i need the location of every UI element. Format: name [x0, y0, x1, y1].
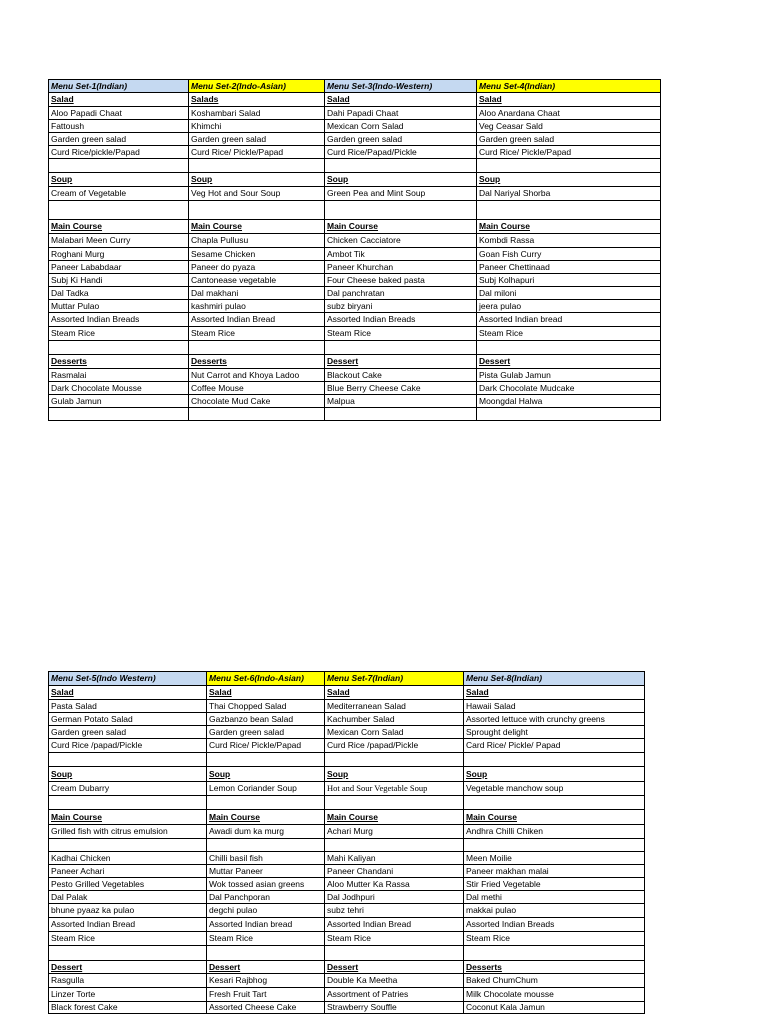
menu-item: Subj Ki Handi	[49, 274, 189, 287]
menu-item: Linzer Torte	[49, 988, 207, 1002]
menu-item-row	[49, 300, 661, 313]
empty-cell	[189, 341, 325, 355]
menu-item-row	[49, 382, 661, 395]
menu-item: Garden green salad	[477, 133, 661, 146]
menu-item: Assorted Indian Breads	[49, 313, 189, 327]
section-title: Soup	[49, 767, 207, 782]
empty-cell	[325, 753, 464, 767]
menu-item: Garden green salad	[49, 133, 189, 146]
menu-item-row	[49, 988, 645, 1002]
section-title: Salad	[325, 93, 477, 107]
menu-item: Kombdi Rassa	[477, 234, 661, 248]
menu-item: Four Cheese baked pasta	[325, 274, 477, 287]
menu-item: Garden green salad	[325, 133, 477, 146]
section-row	[49, 355, 661, 369]
menu-item: Cream Dubarry	[49, 782, 207, 796]
menu-item-row	[49, 133, 661, 146]
section-row	[49, 220, 661, 234]
menu-item-row	[49, 878, 645, 891]
blank-row	[49, 408, 661, 421]
section-title: Salads	[189, 93, 325, 107]
menu-item-row	[49, 700, 645, 713]
menu-item-row	[49, 120, 661, 133]
menu-set-header: Menu Set-2(Indo-Asian)	[189, 80, 325, 93]
section-title: Main Course	[477, 220, 661, 234]
section-title: Salad	[49, 93, 189, 107]
menu-item: Andhra Chilli Chiken	[464, 825, 645, 839]
menu-item: Baked ChumChum	[464, 974, 645, 988]
menu-item: Subj Kolhapuri	[477, 274, 661, 287]
section-title: Soup	[325, 767, 464, 782]
empty-cell	[207, 753, 325, 767]
menu-item: Fattoush	[49, 120, 189, 133]
empty-cell	[49, 753, 207, 767]
menu-item: Pasta Salad	[49, 700, 207, 713]
menu-item: Kesari Rajbhog	[207, 974, 325, 988]
menu-item: bhune pyaaz ka pulao	[49, 904, 207, 918]
blank-row	[49, 946, 645, 961]
menu-item: Paneer Khurchan	[325, 261, 477, 274]
menu-item-row	[49, 904, 645, 918]
menu-item: Rasgulla	[49, 974, 207, 988]
empty-cell	[464, 796, 645, 810]
menu-item: Dal Jodhpuri	[325, 891, 464, 904]
empty-cell	[464, 753, 645, 767]
menu-item-row	[49, 782, 645, 796]
empty-cell	[325, 341, 477, 355]
menu-item: Veg Hot and Sour Soup	[189, 187, 325, 201]
menu-item: Kadhai Chicken	[49, 852, 207, 865]
section-title: Dessert	[207, 961, 325, 974]
menu-item: Wok tossed asian greens	[207, 878, 325, 891]
menu-item: kashmiri pulao	[189, 300, 325, 313]
section-title: Salad	[325, 686, 464, 700]
empty-cell	[477, 408, 661, 421]
menu-item: Muttar Pulao	[49, 300, 189, 313]
menu-item: Nut Carrot and Khoya Ladoo	[189, 369, 325, 382]
menu-item: Dark Chocolate Mousse	[49, 382, 189, 395]
menu-item: jeera pulao	[477, 300, 661, 313]
section-row	[49, 173, 661, 187]
menu-set-header: Menu Set-6(Indo-Asian)	[207, 672, 325, 686]
menu-item: Steam Rice	[325, 327, 477, 341]
menu-item: Paneer do pyaza	[189, 261, 325, 274]
menu-item: Curd Rice/Papad/Pickle	[325, 146, 477, 159]
menu-item-row	[49, 107, 661, 120]
section-title: Dessert	[325, 961, 464, 974]
menu-item: Garden green salad	[189, 133, 325, 146]
menu-item: Coconut Kala Jamun	[464, 1002, 645, 1014]
menu-item-row	[49, 234, 661, 248]
menu-item: Steam Rice	[49, 327, 189, 341]
empty-cell	[325, 796, 464, 810]
section-row	[49, 961, 645, 974]
empty-cell	[49, 839, 207, 852]
menu-item: Pista Gulab Jamun	[477, 369, 661, 382]
menu-item: Gulab Jamun	[49, 395, 189, 408]
menu-item: Dal Tadka	[49, 287, 189, 300]
menu-item-row	[49, 891, 645, 904]
menu-item: Paneer makhan malai	[464, 865, 645, 878]
menu-item: Dal Nariyal Shorba	[477, 187, 661, 201]
menu-item: Steam Rice	[207, 932, 325, 946]
section-title: Soup	[477, 173, 661, 187]
menu-item: Assorted Cheese Cake	[207, 1002, 325, 1014]
menu-item: Dal methi	[464, 891, 645, 904]
menu-item: Assorted Indian bread	[477, 313, 661, 327]
menu-item: Curd Rice/pickle/Papad	[49, 146, 189, 159]
menu-item-row	[49, 852, 645, 865]
menu-item: Stir Fried Vegetable	[464, 878, 645, 891]
menu-item: makkai pulao	[464, 904, 645, 918]
menu-set-header: Menu Set-4(Indian)	[477, 80, 661, 93]
section-title: Main Course	[325, 220, 477, 234]
empty-cell	[207, 796, 325, 810]
menu-item: Cream of Vegetable	[49, 187, 189, 201]
empty-cell	[325, 839, 464, 852]
empty-cell	[325, 159, 477, 173]
menu-item: Fresh Fruit Tart	[207, 988, 325, 1002]
blank-row	[49, 839, 645, 852]
section-title: Soup	[49, 173, 189, 187]
menu-item: Strawberry Souffle	[325, 1002, 464, 1014]
menu-item: Assorted Indian Bread	[189, 313, 325, 327]
menu-item: Green Pea and Mint Soup	[325, 187, 477, 201]
menu-item: Curd Rice/ Pickle/Papad	[207, 739, 325, 753]
menu-item: Blackout Cake	[325, 369, 477, 382]
menu-item: Steam Rice	[477, 327, 661, 341]
menu-item: Double Ka Meetha	[325, 974, 464, 988]
menu-item: Chapla Pullusu	[189, 234, 325, 248]
menu-item: Coffee Mouse	[189, 382, 325, 395]
menu-item: Paneer Chettinaad	[477, 261, 661, 274]
menu-item: Steam Rice	[49, 932, 207, 946]
blank-row	[49, 753, 645, 767]
menu-header-row	[49, 672, 645, 686]
menu-item: Goan Fish Curry	[477, 248, 661, 261]
menu-table-sets-1-4	[48, 79, 661, 421]
menu-item: Muttar Paneer	[207, 865, 325, 878]
menu-item: Grilled fish with citrus emulsion	[49, 825, 207, 839]
menu-item: Rasmalai	[49, 369, 189, 382]
empty-cell	[49, 159, 189, 173]
section-title: Main Course	[49, 810, 207, 825]
menu-set-header: Menu Set-5(Indo Western)	[49, 672, 207, 686]
menu-item: Gazbanzo bean Salad	[207, 713, 325, 726]
menu-item: subz tehri	[325, 904, 464, 918]
section-title: Desserts	[464, 961, 645, 974]
menu-item: Aloo Papadi Chaat	[49, 107, 189, 120]
section-title: Main Course	[325, 810, 464, 825]
menu-set-header: Menu Set-8(Indian)	[464, 672, 645, 686]
menu-item: Malpua	[325, 395, 477, 408]
menu-item: Awadi dum ka murg	[207, 825, 325, 839]
menu-item-row	[49, 327, 661, 341]
menu-item: Dal Panchporan	[207, 891, 325, 904]
section-title: Soup	[325, 173, 477, 187]
menu-item: Kachumber Salad	[325, 713, 464, 726]
menu-item: Steam Rice	[189, 327, 325, 341]
menu-item: degchi pulao	[207, 904, 325, 918]
menu-item: Ambot Tik	[325, 248, 477, 261]
section-title: Main Course	[464, 810, 645, 825]
section-title: Main Course	[49, 220, 189, 234]
menu-set-header: Menu Set-1(Indian)	[49, 80, 189, 93]
section-title: Main Course	[189, 220, 325, 234]
section-title: Soup	[207, 767, 325, 782]
menu-item: Steam Rice	[325, 932, 464, 946]
menu-table-sets-5-8	[48, 671, 645, 1014]
menu-item: subz biryani	[325, 300, 477, 313]
menu-item: Dahi Papadi Chaat	[325, 107, 477, 120]
menu-item: Assorted Indian Bread	[325, 918, 464, 932]
section-title: Salad	[477, 93, 661, 107]
menu-item-row	[49, 261, 661, 274]
menu-item: German Potato Salad	[49, 713, 207, 726]
menu-set-header: Menu Set-7(Indian)	[325, 672, 464, 686]
menu-item-row	[49, 369, 661, 382]
empty-cell	[49, 408, 189, 421]
menu-item: Sesame Chicken	[189, 248, 325, 261]
menu-item: Chilli basil fish	[207, 852, 325, 865]
menu-item: Mediterranean Salad	[325, 700, 464, 713]
menu-item-row	[49, 187, 661, 201]
section-row	[49, 93, 661, 107]
menu-item: Black forest Cake	[49, 1002, 207, 1014]
menu-item-row	[49, 825, 645, 839]
menu-item: Assorted lettuce with crunchy greens	[464, 713, 645, 726]
section-title: Main Course	[207, 810, 325, 825]
menu-item-row	[49, 274, 661, 287]
section-title: Soup	[189, 173, 325, 187]
empty-cell	[49, 796, 207, 810]
empty-cell	[464, 946, 645, 961]
empty-cell	[189, 159, 325, 173]
menu-item: Hot and Sour Vegetable Soup	[325, 782, 464, 796]
menu-item-row	[49, 726, 645, 739]
empty-cell	[477, 201, 661, 220]
empty-cell	[464, 839, 645, 852]
section-row	[49, 686, 645, 700]
section-title: Salad	[464, 686, 645, 700]
menu-item: Paneer Lababdaar	[49, 261, 189, 274]
menu-item-row	[49, 918, 645, 932]
empty-cell	[189, 201, 325, 220]
menu-item: Cantonease vegetable	[189, 274, 325, 287]
menu-item: Garden green salad	[49, 726, 207, 739]
menu-item-row	[49, 313, 661, 327]
empty-cell	[477, 341, 661, 355]
empty-cell	[207, 839, 325, 852]
menu-item: Meen Moilie	[464, 852, 645, 865]
menu-item: Milk Chocolate mousse	[464, 988, 645, 1002]
menu-item: Assorted Indian Breads	[464, 918, 645, 932]
menu-item-row	[49, 395, 661, 408]
menu-item: Khimchi	[189, 120, 325, 133]
menu-item: Achari Murg	[325, 825, 464, 839]
empty-cell	[49, 341, 189, 355]
menu-item: Thai Chopped Salad	[207, 700, 325, 713]
menu-item: Sprought delight	[464, 726, 645, 739]
menu-item-row	[49, 248, 661, 261]
menu-item: Hawaii Salad	[464, 700, 645, 713]
menu-item: Card Rice/ Pickle/ Papad	[464, 739, 645, 753]
menu-item: Veg Ceasar Sald	[477, 120, 661, 133]
menu-item-row	[49, 146, 661, 159]
menu-item: Steam Rice	[464, 932, 645, 946]
empty-cell	[477, 159, 661, 173]
menu-item: Assorted Indian Breads	[325, 313, 477, 327]
menu-item: Assortment of Patries	[325, 988, 464, 1002]
section-title: Dessert	[325, 355, 477, 369]
menu-item: Curd Rice/ Pickle/Papad	[477, 146, 661, 159]
menu-item: Chicken Cacciatore	[325, 234, 477, 248]
menu-item: Curd Rice/ Pickle/Papad	[189, 146, 325, 159]
empty-cell	[207, 946, 325, 961]
blank-row	[49, 341, 661, 355]
menu-item-row	[49, 287, 661, 300]
blank-row	[49, 796, 645, 810]
menu-item: Moongdal Halwa	[477, 395, 661, 408]
menu-item: Malabari Meen Curry	[49, 234, 189, 248]
section-title: Dessert	[49, 961, 207, 974]
menu-item: Assorted Indian Bread	[49, 918, 207, 932]
menu-item: Mexican Corn Salad	[325, 726, 464, 739]
menu-item-row	[49, 713, 645, 726]
menu-item: Dal Palak	[49, 891, 207, 904]
section-title: Desserts	[189, 355, 325, 369]
empty-cell	[325, 946, 464, 961]
empty-cell	[325, 201, 477, 220]
menu-item: Paneer Chandani	[325, 865, 464, 878]
menu-item: Lemon Coriander Soup	[207, 782, 325, 796]
menu-item-row	[49, 739, 645, 753]
menu-set-header: Menu Set-3(Indo-Western)	[325, 80, 477, 93]
section-title: Salad	[49, 686, 207, 700]
empty-cell	[189, 408, 325, 421]
menu-item: Vegetable manchow soup	[464, 782, 645, 796]
menu-item: Curd Rice /papad/Pickle	[325, 739, 464, 753]
menu-item: Chocolate Mud Cake	[189, 395, 325, 408]
menu-item: Dal miloni	[477, 287, 661, 300]
menu-item: Dal makhani	[189, 287, 325, 300]
empty-cell	[49, 946, 207, 961]
menu-item-row	[49, 974, 645, 988]
section-title: Desserts	[49, 355, 189, 369]
menu-item: Blue Berry Cheese Cake	[325, 382, 477, 395]
menu-item-row	[49, 1002, 645, 1014]
menu-item: Dal panchratan	[325, 287, 477, 300]
menu-item: Koshambari Salad	[189, 107, 325, 120]
empty-cell	[49, 201, 189, 220]
menu-item: Roghani Murg	[49, 248, 189, 261]
menu-item: Paneer Achari	[49, 865, 207, 878]
menu-item-row	[49, 932, 645, 946]
section-title: Dessert	[477, 355, 661, 369]
blank-row	[49, 201, 661, 220]
menu-item: Garden green salad	[207, 726, 325, 739]
menu-header-row	[49, 80, 661, 93]
section-row	[49, 767, 645, 782]
menu-item: Mexican Corn Salad	[325, 120, 477, 133]
menu-item: Aloo Anardana Chaat	[477, 107, 661, 120]
menu-item-row	[49, 865, 645, 878]
blank-row	[49, 159, 661, 173]
section-title: Soup	[464, 767, 645, 782]
menu-item: Assorted Indian bread	[207, 918, 325, 932]
empty-cell	[325, 408, 477, 421]
section-title: Salad	[207, 686, 325, 700]
menu-item: Mahi Kaliyan	[325, 852, 464, 865]
menu-item: Dark Chocolate Mudcake	[477, 382, 661, 395]
menu-item: Aloo Mutter Ka Rassa	[325, 878, 464, 891]
menu-item: Pesto Grilled Vegetables	[49, 878, 207, 891]
menu-item: Curd Rice /papad/Pickle	[49, 739, 207, 753]
section-row	[49, 810, 645, 825]
